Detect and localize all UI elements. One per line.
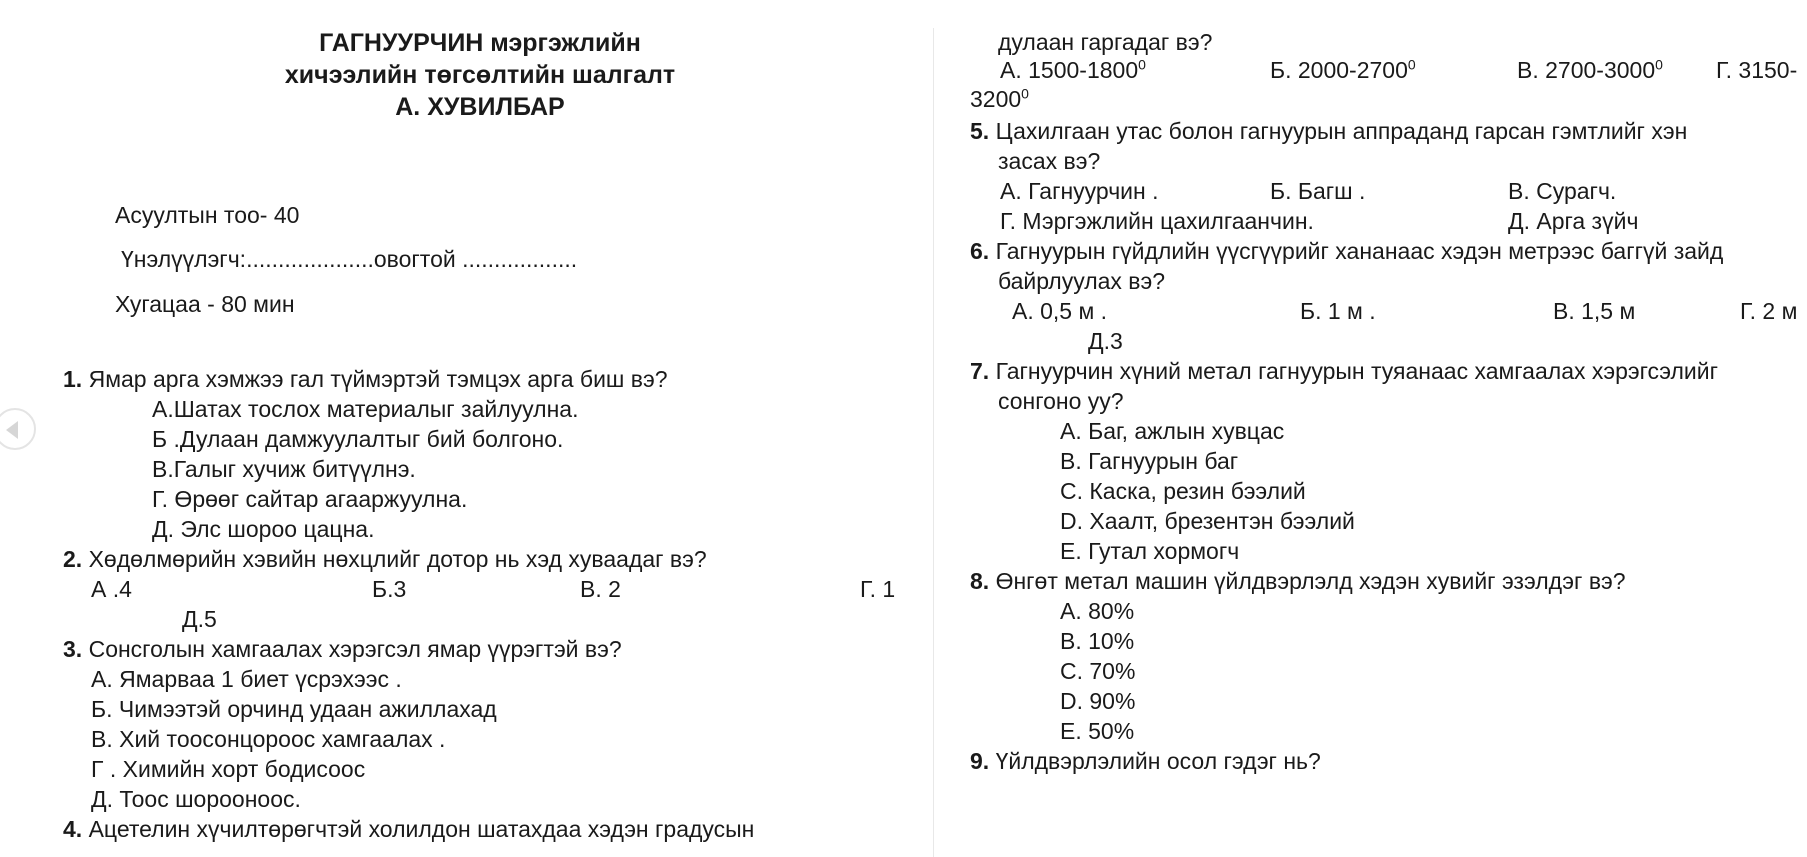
question-text: Үйлдвэрлэлийн осол гэдэг нь?: [995, 748, 1321, 774]
answer-option: А. Гагнуурчин .: [1000, 178, 1159, 204]
question-5: [970, 117, 1687, 145]
question-2: [63, 545, 707, 573]
exam-title-line-2: хичээлийн төгсөлтийн шалгалт: [284, 61, 676, 89]
exam-variant-title: А. ХУВИЛБАР: [395, 93, 565, 121]
answer-option: А. 0,5 м .: [1012, 298, 1108, 324]
question-text: Сонсголын хамгаалах хэрэгсэл ямар үүрэгтэй вэ?: [88, 636, 622, 662]
question-4-continued: дулаан гаргадаг вэ?: [998, 29, 1213, 55]
question-count: Асуултын тоо- 40: [115, 202, 300, 228]
answer-option: В. 10%: [1060, 628, 1135, 654]
question-text: Өнгөт метал машин үйлдвэрлэлд хэдэн хувийг эзэлдэг вэ?: [995, 568, 1626, 594]
question-number: 4.: [63, 816, 83, 842]
question-number: 1.: [63, 366, 83, 392]
answer-option: Д.3: [1088, 328, 1123, 354]
question-text: Ацетелин хүчилтөрөгчтэй холилдон шатахдаа хэдэн градусын: [88, 816, 755, 842]
question-number: 3.: [63, 636, 83, 662]
question-number: 6.: [970, 238, 990, 264]
answer-option: В. Хий тоосонцороос хамгаалах .: [91, 726, 446, 752]
answer-option: А. 80%: [1060, 598, 1135, 624]
answer-option: Г. 3150-: [1716, 57, 1798, 83]
answer-option: Г. Өрөөг сайтар агааржуулна.: [152, 486, 468, 512]
answer-option: Д. Элс шороо цацна.: [152, 516, 375, 542]
answer-option: А. Ямарваа 1 биет үсрэхээс .: [91, 666, 402, 692]
answer-option: С. Каска, резин бээлий: [1060, 478, 1306, 504]
duration: Хугацаа - 80 мин: [115, 291, 295, 317]
question-4: [63, 815, 754, 843]
answer-option: А. 1500-1800$^0$: [1000, 56, 1146, 83]
question-1: [63, 365, 668, 393]
answer-option: А .4: [91, 576, 132, 602]
question-text: Гагнуурын гүйдлийн үүсгүүрийг хананаас хэдэн метрээс баггүй зайд: [995, 238, 1724, 264]
question-7-continued: сонгоно уу?: [998, 388, 1124, 414]
question-number: 7.: [970, 358, 990, 384]
exam-title-line-1: ГАГНУУРЧИН мэргэжлийн: [319, 29, 641, 57]
answer-option: Г. 2 м: [1740, 298, 1798, 324]
chevron-left-icon: [6, 421, 18, 439]
answer-option: В. Гагнуурын баг: [1060, 448, 1239, 474]
answer-option: Г. 1: [860, 576, 896, 602]
question-6-continued: байрлуулах вэ?: [998, 268, 1166, 294]
answer-option: Е. Гутал хормогч: [1060, 538, 1240, 564]
question-9: [970, 747, 1321, 775]
question-7: [970, 357, 1718, 385]
answer-option: Б. Чимээтэй орчинд удаан ажиллахад: [91, 696, 497, 722]
answer-option: Д. Арга зүйч: [1508, 208, 1639, 234]
answer-option: Б .Дулаан дамжуулалтыг бий болгоно.: [152, 426, 564, 452]
question-text: Хөдөлмөрийн хэвийн нөхцлийг дотор нь хэд хуваадаг вэ?: [88, 546, 707, 572]
question-number: 5.: [970, 118, 990, 144]
question-text: Гагнуурчин хүний метал гагнуурын туяанаас хамгаалах хэрэгсэлийг: [995, 358, 1719, 384]
answer-option: Б.3: [372, 576, 407, 602]
grader-line: Үнэлүүлэгч:....................овогтой ..................: [121, 246, 578, 272]
question-6: [970, 237, 1723, 265]
answer-option: А.Шатах тослох материалыг зайлуулна.: [152, 396, 579, 422]
question-number: 9.: [970, 748, 990, 774]
question-text: Ямар арга хэмжээ гал түймэртэй тэмцэх арга биш вэ?: [88, 366, 668, 392]
question-5-continued: засах вэ?: [998, 148, 1101, 174]
answer-option: С. 70%: [1060, 658, 1136, 684]
answer-option: Д.5: [182, 606, 217, 632]
answer-option: D. 90%: [1060, 688, 1136, 714]
question-number: 8.: [970, 568, 990, 594]
answer-option: Д. Тоос шорооноос.: [91, 786, 301, 812]
answer-option: Б. Багш .: [1270, 178, 1366, 204]
question-3: [63, 635, 622, 663]
answer-option: А. Баг, ажлын хувцас: [1060, 418, 1285, 444]
answer-option: Г. Мэргэжлийн цахилгаанчин.: [1000, 208, 1314, 234]
answer-option: D. Хаалт, брезентэн бээлий: [1060, 508, 1355, 534]
answer-option-continued: 3200$^0$: [970, 85, 1029, 112]
answer-option: В. Сурагч.: [1508, 178, 1617, 204]
answer-option: В. 1,5 м: [1553, 298, 1636, 324]
answer-option: В. 2: [580, 576, 621, 602]
answer-option: В. 2700-3000$^0$: [1517, 56, 1663, 83]
answer-option: Б. 2000-2700$^0$: [1270, 56, 1416, 83]
page-divider: [933, 28, 934, 857]
answer-option: В.Галыг хучиж битүүлнэ.: [152, 456, 416, 482]
question-number: 2.: [63, 546, 83, 572]
question-text: Цахилгаан утас болон гагнуурын аппраданд гарсан гэмтлийг хэн: [995, 118, 1688, 144]
question-8: [970, 567, 1626, 595]
previous-page-button[interactable]: [0, 408, 36, 450]
answer-option: Б. 1 м .: [1300, 298, 1376, 324]
answer-option: Г . Химийн хорт бодисоос: [91, 756, 366, 782]
answer-option: Е. 50%: [1060, 718, 1135, 744]
